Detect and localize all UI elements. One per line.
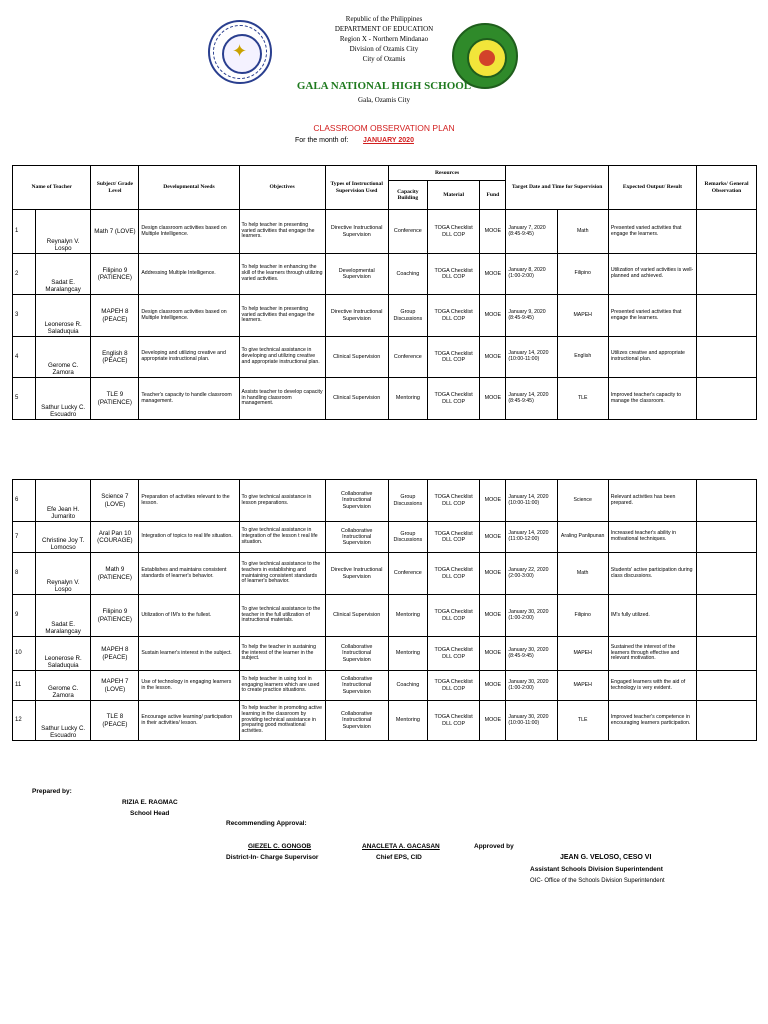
cell-fund: MOOE xyxy=(480,553,506,595)
cell-expected: IM's fully utilized. xyxy=(608,595,696,637)
cell-remarks xyxy=(696,480,756,522)
prepared-title: School Head xyxy=(130,810,170,817)
cell-teacher: Sadat E. Maralangcay xyxy=(35,595,91,637)
cell-needs: Teacher's capacity to handle classroom management. xyxy=(139,378,239,420)
table-row xyxy=(13,480,757,522)
cell-type: Collaborative Instructional Supervision xyxy=(325,701,388,741)
cell-subject: Math 7 (LOVE) xyxy=(91,210,139,254)
cell-objectives: To help teacher in promoting active learning in the classroom by providing technical assistance in preparing good motivational activities. xyxy=(239,701,325,741)
cell-no: 8 xyxy=(13,553,36,595)
cell-teacher: Sathur Lucky C. Escuadro xyxy=(35,378,91,420)
cell-teacher: Sadat E. Maralangcay xyxy=(35,254,91,295)
cell-fund: MOOE xyxy=(480,701,506,741)
approved-by-label: Approved by xyxy=(474,843,514,850)
cell-material: TOGA Checklist DLL COP xyxy=(427,480,479,522)
cell-material: TOGA Checklist DLL COP xyxy=(427,595,479,637)
cell-no: 7 xyxy=(13,522,36,553)
cell-type: Clinical Supervision xyxy=(325,595,388,637)
month-value: JANUARY 2020 xyxy=(363,137,414,144)
cell-capacity: Conference xyxy=(388,337,427,378)
col-resources: Resources xyxy=(388,166,506,181)
cell-material: TOGA Checklist DLL COP xyxy=(427,553,479,595)
col-material: Material xyxy=(427,181,479,210)
header-department: DEPARTMENT OF EDUCATION xyxy=(334,25,434,33)
rec2-title: Chief EPS, CID xyxy=(376,854,422,861)
cell-material: TOGA Checklist DLL COP xyxy=(427,254,479,295)
month-label: For the month of: xyxy=(295,137,349,144)
school-address: Gala, Ozamis City xyxy=(358,96,410,104)
cell-fund: MOOE xyxy=(480,337,506,378)
approver-title: Assistant Schools Division Superintendent xyxy=(530,866,663,873)
cell-capacity: Group Discussions xyxy=(388,295,427,337)
rec1-title: District-In- Charge Supervisor xyxy=(226,854,319,861)
cell-type: Directive Instructional Supervision xyxy=(325,553,388,595)
cell-remarks xyxy=(696,595,756,637)
cell-expected: Relevant activities has been prepared. xyxy=(608,480,696,522)
cell-area: Math xyxy=(557,553,608,595)
cell-type: Directive Instructional Supervision xyxy=(325,210,388,254)
cell-fund: MOOE xyxy=(480,210,506,254)
cell-subject: TLE 9 (PATIENCE) xyxy=(91,378,139,420)
cell-date: January 30, 2020 (1:00-2:00) xyxy=(506,595,557,637)
cell-remarks xyxy=(696,701,756,741)
cell-date: January 14, 2020 (10:00-11:00) xyxy=(506,337,557,378)
school-name: GALA NATIONAL HIGH SCHOOL xyxy=(296,80,472,92)
cell-subject: Filipino 9 (PATIENCE) xyxy=(91,254,139,295)
cell-needs: Integration of topics to real life situation. xyxy=(139,522,239,553)
cell-objectives: To help teacher in enhancing the skill of the learners through utilizing varied activities. xyxy=(239,254,325,295)
cell-capacity: Coaching xyxy=(388,671,427,701)
table-row xyxy=(13,378,757,420)
cell-teacher: Sathur Lucky C. Escuadro xyxy=(35,701,91,741)
cell-type: Collaborative Instructional Supervision xyxy=(325,480,388,522)
cell-needs: Utilization of IM's to the fullest. xyxy=(139,595,239,637)
cell-remarks xyxy=(697,337,757,378)
cell-material: TOGA Checklist DLL COP xyxy=(427,337,479,378)
cell-fund: MOOE xyxy=(480,637,506,671)
cell-no: 11 xyxy=(13,671,36,701)
cell-teacher: Leonerose R. Saladuquia xyxy=(35,295,91,337)
cell-remarks xyxy=(696,637,756,671)
col-capacity: Capacity Building xyxy=(388,181,427,210)
cell-date: January 9, 2020 (8:45-9:45) xyxy=(506,295,557,337)
cell-teacher: Gerome C. Zamora xyxy=(35,337,91,378)
cell-date: January 22, 2020 (2:00-3:00) xyxy=(506,553,557,595)
cell-no: 2 xyxy=(13,254,36,295)
cell-area: TLE xyxy=(557,378,608,420)
observation-table-2 xyxy=(12,479,757,741)
cell-no: 9 xyxy=(13,595,36,637)
cell-type: Collaborative Instructional Supervision xyxy=(325,637,388,671)
cell-capacity: Coaching xyxy=(388,254,427,295)
cell-capacity: Mentoring xyxy=(388,637,427,671)
cell-area: Filipino xyxy=(557,595,608,637)
cell-type: Developmental Supervision xyxy=(325,254,388,295)
col-subject: Subject/ Grade Level xyxy=(91,166,139,210)
cell-area: TLE xyxy=(557,701,608,741)
cell-remarks xyxy=(697,210,757,254)
cell-subject: Filipino 9 (PATIENCE) xyxy=(91,595,139,637)
cell-objectives: To help teacher in presenting varied activities that engage the learners. xyxy=(239,210,325,254)
cell-expected: Increased teacher's ability in motivational techniques. xyxy=(608,522,696,553)
cell-teacher: Efe Jean H. Jumarito xyxy=(35,480,91,522)
cell-expected: Presented varied activities that engage the learners. xyxy=(608,295,696,337)
cell-needs: Addressing Multiple Intelligence. xyxy=(139,254,239,295)
table-row xyxy=(13,522,757,553)
cell-remarks xyxy=(696,671,756,701)
cell-subject: Aral Pan 10 (COURAGE) xyxy=(91,522,139,553)
cell-material: TOGA Checklist DLL COP xyxy=(427,637,479,671)
cell-area: MAPEH xyxy=(557,671,608,701)
table-row xyxy=(13,701,757,741)
col-remarks: Remarks/ General Observation xyxy=(697,166,757,210)
table-row xyxy=(13,337,757,378)
cell-objectives: To help teacher in using tool in engaging learners which are used to create practice situations. xyxy=(239,671,325,701)
cell-expected: Utilizes creative and appropriate instructional plan. xyxy=(608,337,696,378)
cell-date: January 30, 2020 (10:00-11:00) xyxy=(506,701,557,741)
cell-needs: Sustain learner's interest in the subject. xyxy=(139,637,239,671)
deped-seal-icon: ✦ xyxy=(208,20,272,84)
cell-capacity: Conference xyxy=(388,210,427,254)
cell-material: TOGA Checklist DLL COP xyxy=(427,295,479,337)
col-needs: Developmental Needs xyxy=(139,166,239,210)
cell-needs: Use of technology in engaging learners in the lesson. xyxy=(139,671,239,701)
cell-expected: Engaged learners with the aid of technology is very evident. xyxy=(608,671,696,701)
cell-needs: Preparation of activities relevant to the lesson. xyxy=(139,480,239,522)
cell-expected: Sustained the interest of the learners through effective and relevant motivation. xyxy=(608,637,696,671)
cell-expected: Improved teacher's capacity to manage the classroom. xyxy=(608,378,696,420)
table-row xyxy=(13,295,757,337)
cell-area: Math xyxy=(557,210,608,254)
header-city: City of Ozamis xyxy=(362,55,406,63)
cell-fund: MOOE xyxy=(480,595,506,637)
cell-teacher: Leonerose R. Saladuquia xyxy=(35,637,91,671)
col-types: Types of Instructional Supervision Used xyxy=(325,166,388,210)
cell-capacity: Group Discussions xyxy=(388,522,427,553)
cell-objectives: Assists teacher to develop capacity in handling classroom management. xyxy=(239,378,325,420)
cell-type: Collaborative Instructional Supervision xyxy=(325,522,388,553)
plan-title: CLASSROOM OBSERVATION PLAN xyxy=(313,123,455,133)
cell-material: TOGA Checklist DLL COP xyxy=(427,378,479,420)
cell-date: January 14, 2020 (8:45-9:45) xyxy=(506,378,557,420)
cell-type: Directive Instructional Supervision xyxy=(325,295,388,337)
cell-subject: MAPEH 7 (LOVE) xyxy=(91,671,139,701)
observation-table-1 xyxy=(12,165,757,420)
prepared-by-label: Prepared by: xyxy=(32,788,72,795)
cell-area: English xyxy=(557,337,608,378)
cell-remarks xyxy=(696,522,756,553)
cell-objectives: To give technical assistance in integration of the lesson t real life situation. xyxy=(239,522,325,553)
cell-date: January 30, 2020 (1:00-2:00) xyxy=(506,671,557,701)
col-fund: Fund xyxy=(480,181,506,210)
cell-material: TOGA Checklist DLL COP xyxy=(427,210,479,254)
cell-type: Clinical Supervision xyxy=(325,337,388,378)
cell-no: 4 xyxy=(13,337,36,378)
cell-fund: MOOE xyxy=(480,522,506,553)
cell-fund: MOOE xyxy=(480,254,506,295)
cell-date: January 14, 2020 (11:00-12:00) xyxy=(506,522,557,553)
cell-teacher: Reynalyn V. Lospo xyxy=(35,210,91,254)
cell-objectives: To give technical assistance in developing and utilizing creative and appropriate instructional plan. xyxy=(239,337,325,378)
cell-capacity: Group Discussions xyxy=(388,480,427,522)
cell-capacity: Conference xyxy=(388,553,427,595)
cell-area: Araling Panlipunan xyxy=(557,522,608,553)
cell-teacher: Gerome C. Zamora xyxy=(35,671,91,701)
table-row xyxy=(13,553,757,595)
cell-fund: MOOE xyxy=(480,671,506,701)
cell-needs: Developing and utilizing creative and appropriate instructional plan. xyxy=(139,337,239,378)
cell-subject: TLE 8 (PEACE) xyxy=(91,701,139,741)
cell-type: Collaborative Instructional Supervision xyxy=(325,671,388,701)
cell-objectives: To help teacher in presenting varied activities that engage the learners. xyxy=(239,295,325,337)
col-objectives: Objectives xyxy=(239,166,325,210)
cell-no: 3 xyxy=(13,295,36,337)
approver-name: JEAN G. VELOSO, CESO VI xyxy=(560,854,652,861)
table-row xyxy=(13,671,757,701)
cell-material: TOGA Checklist DLL COP xyxy=(427,671,479,701)
cell-capacity: Mentoring xyxy=(388,701,427,741)
cell-subject: MAPEH 8 (PEACE) xyxy=(91,295,139,337)
cell-expected: Students' active participation during class discussions. xyxy=(608,553,696,595)
cell-remarks xyxy=(697,295,757,337)
cell-remarks xyxy=(696,553,756,595)
cell-remarks xyxy=(697,378,757,420)
table-row xyxy=(13,254,757,295)
cell-subject: Math 9 (PATIENCE) xyxy=(91,553,139,595)
cell-objectives: To give technical assistance to the teachers in establishing and maintaining consistent standards of learner's behavior. xyxy=(239,553,325,595)
col-expected: Expected Output/ Result xyxy=(608,166,696,210)
approver-subtitle: OIC- Office of the Schools Division Superintendent xyxy=(530,878,665,884)
cell-teacher: Reynalyn V. Lospo xyxy=(35,553,91,595)
cell-material: TOGA Checklist DLL COP xyxy=(427,522,479,553)
cell-area: MAPEH xyxy=(557,295,608,337)
cell-objectives: To give technical assistance to the teacher in the full utilization of instructional materials. xyxy=(239,595,325,637)
cell-capacity: Mentoring xyxy=(388,378,427,420)
table-row xyxy=(13,637,757,671)
cell-date: January 7, 2020 (8:45-9:45) xyxy=(506,210,557,254)
cell-area: Science xyxy=(557,480,608,522)
cell-fund: MOOE xyxy=(480,295,506,337)
cell-expected: Utilization of varied activities is well-planned and achieved. xyxy=(608,254,696,295)
header-division: Division of Ozamis City xyxy=(349,45,419,53)
cell-subject: MAPEH 8 (PEACE) xyxy=(91,637,139,671)
cell-material: TOGA Checklist DLL COP xyxy=(427,701,479,741)
cell-fund: MOOE xyxy=(480,480,506,522)
cell-subject: Science 7 (LOVE) xyxy=(91,480,139,522)
cell-fund: MOOE xyxy=(480,378,506,420)
cell-subject: English 8 (PEACE) xyxy=(91,337,139,378)
cell-date: January 30, 2020 (8:45-9:45) xyxy=(506,637,557,671)
cell-needs: Design classroom activities based on Multiple Intelligence. xyxy=(139,295,239,337)
cell-no: 10 xyxy=(13,637,36,671)
col-target: Target Date and Time for Supervision xyxy=(506,166,608,210)
cell-date: January 14, 2020 (10:00-11:00) xyxy=(506,480,557,522)
cell-no: 12 xyxy=(13,701,36,741)
header-region: Region X - Northern Mindanao xyxy=(339,35,429,43)
rec2-name: ANACLETA A. GACASAN xyxy=(362,843,440,850)
cell-no: 6 xyxy=(13,480,36,522)
cell-no: 5 xyxy=(13,378,36,420)
recommending-label: Recommending Approval: xyxy=(226,820,307,827)
cell-remarks xyxy=(697,254,757,295)
cell-date: January 8, 2020 (1:00-2:00) xyxy=(506,254,557,295)
cell-area: Filipino xyxy=(557,254,608,295)
cell-capacity: Mentoring xyxy=(388,595,427,637)
prepared-name: RIZIA E. RAGMAC xyxy=(122,799,178,806)
cell-expected: Presented varied activities that engage the learners. xyxy=(608,210,696,254)
cell-no: 1 xyxy=(13,210,36,254)
cell-expected: Improved teacher's competence in encouraging learners participation. xyxy=(608,701,696,741)
cell-objectives: To give technical assistance in lesson preparations. xyxy=(239,480,325,522)
col-teacher: Name of Teacher xyxy=(13,166,91,210)
cell-needs: Encourage active learning/ participation in their activities/ lesson. xyxy=(139,701,239,741)
table-row xyxy=(13,595,757,637)
cell-teacher: Christine Joy T. Lomocso xyxy=(35,522,91,553)
rec1-name: GIEZEL C. GONGOB xyxy=(248,843,312,850)
cell-needs: Design classroom activities based on Multiple Intelligence. xyxy=(139,210,239,254)
cell-area: MAPEH xyxy=(557,637,608,671)
header-republic: Republic of the Philippines xyxy=(345,15,423,23)
cell-type: Clinical Supervision xyxy=(325,378,388,420)
cell-needs: Establishes and maintains consistent standards of learner's behavior. xyxy=(139,553,239,595)
cell-objectives: To help the teacher in sustaining the interest of the learner in the subject. xyxy=(239,637,325,671)
table-row xyxy=(13,210,757,254)
